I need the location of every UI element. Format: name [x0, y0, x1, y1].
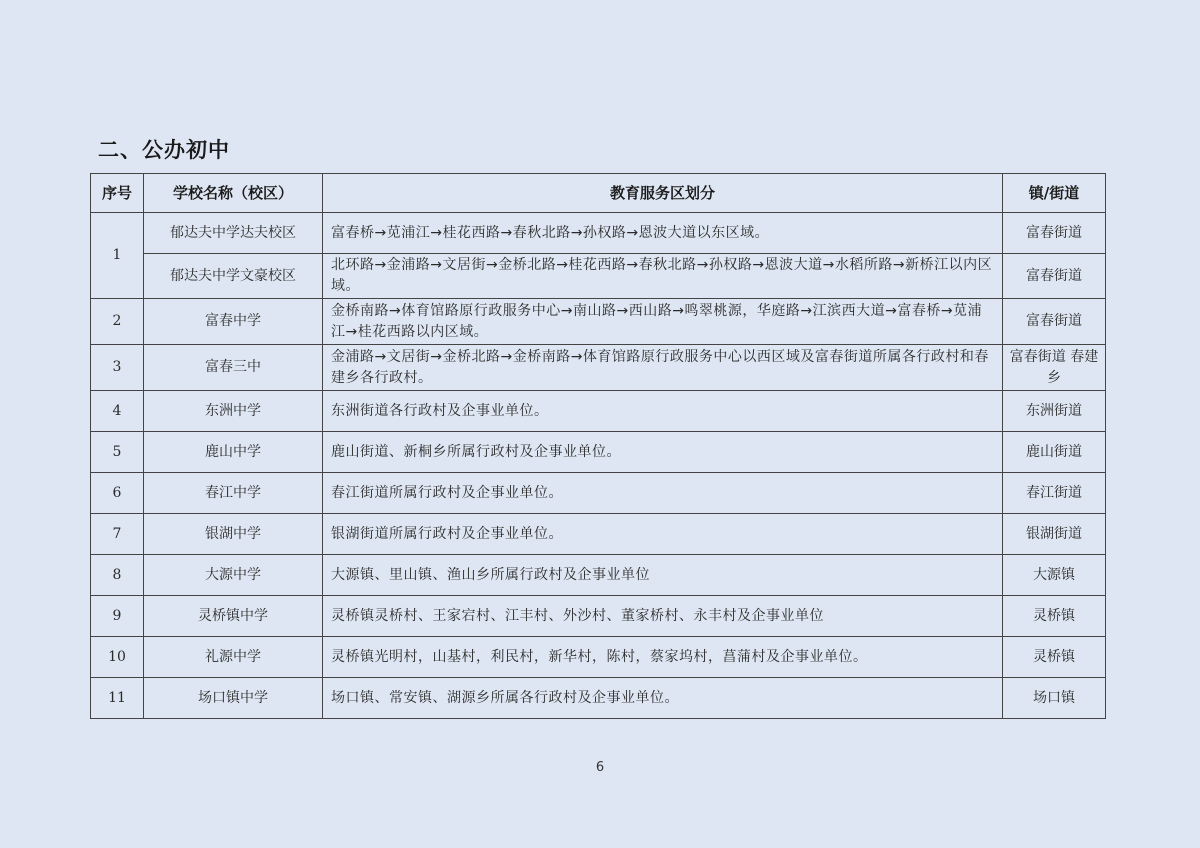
seq-cell: 6	[91, 473, 144, 514]
seq-cell: 3	[91, 345, 144, 391]
street-cell: 灵桥镇	[1003, 596, 1106, 637]
seq-cell: 2	[91, 299, 144, 345]
street-cell: 富春街道	[1003, 254, 1106, 299]
page-number: 6	[595, 760, 605, 775]
school-cell: 春江中学	[144, 473, 323, 514]
street-cell: 富春街道	[1003, 213, 1106, 254]
header-seq: 序号	[91, 174, 144, 213]
street-cell: 春江街道	[1003, 473, 1106, 514]
school-cell: 大源中学	[144, 555, 323, 596]
street-cell: 银湖街道	[1003, 514, 1106, 555]
school-cell: 东洲中学	[144, 391, 323, 432]
street-cell: 大源镇	[1003, 555, 1106, 596]
table-row	[91, 345, 1106, 391]
area-cell: 大源镇、里山镇、渔山乡所属行政村及企事业单位	[323, 555, 1003, 596]
area-cell: 灵桥镇灵桥村、王家宕村、江丰村、外沙村、董家桥村、永丰村及企事业单位	[323, 596, 1003, 637]
table-header-row	[91, 174, 1106, 213]
school-cell: 郁达夫中学达夫校区	[144, 213, 323, 254]
table-row	[91, 254, 1106, 299]
school-cell: 银湖中学	[144, 514, 323, 555]
street-cell: 富春街道	[1003, 299, 1106, 345]
table-row	[91, 678, 1106, 719]
table-row	[91, 299, 1106, 345]
school-cell: 鹿山中学	[144, 432, 323, 473]
seq-cell: 8	[91, 555, 144, 596]
school-cell: 场口镇中学	[144, 678, 323, 719]
area-cell: 春江街道所属行政村及企事业单位。	[323, 473, 1003, 514]
table-row	[91, 637, 1106, 678]
area-cell: 金浦路→文居街→金桥北路→金桥南路→体育馆路原行政服务中心以西区域及富春街道所属各行政村和春建乡各行政村。	[323, 345, 1003, 391]
seq-cell: 10	[91, 637, 144, 678]
area-cell: 银湖街道所属行政村及企事业单位。	[323, 514, 1003, 555]
school-cell: 富春中学	[144, 299, 323, 345]
school-district-table	[90, 173, 1106, 719]
area-cell: 东洲街道各行政村及企事业单位。	[323, 391, 1003, 432]
seq-cell: 4	[91, 391, 144, 432]
school-cell: 富春三中	[144, 345, 323, 391]
header-area: 教育服务区划分	[323, 174, 1003, 213]
table-row	[91, 213, 1106, 254]
school-cell: 灵桥镇中学	[144, 596, 323, 637]
table-row	[91, 555, 1106, 596]
table-row	[91, 432, 1106, 473]
area-cell: 北环路→金浦路→文居街→金桥北路→桂花西路→春秋北路→孙权路→恩波大道→水稻所路→新桥江以内区域。	[323, 254, 1003, 299]
area-cell: 场口镇、常安镇、湖源乡所属各行政村及企事业单位。	[323, 678, 1003, 719]
table-row	[91, 473, 1106, 514]
area-cell: 灵桥镇光明村，山基村，利民村，新华村，陈村，蔡家坞村，菖蒲村及企事业单位。	[323, 637, 1003, 678]
seq-cell: 1	[91, 213, 144, 299]
street-cell: 鹿山街道	[1003, 432, 1106, 473]
street-cell: 东洲街道	[1003, 391, 1106, 432]
section-title: 二、公办初中	[98, 138, 230, 162]
table-row	[91, 514, 1106, 555]
seq-cell: 9	[91, 596, 144, 637]
area-cell: 鹿山街道、新桐乡所属行政村及企事业单位。	[323, 432, 1003, 473]
street-cell: 场口镇	[1003, 678, 1106, 719]
table-row	[91, 391, 1106, 432]
header-street: 镇/街道	[1003, 174, 1106, 213]
area-cell: 金桥南路→体育馆路原行政服务中心→南山路→西山路→鸣翠桃源，华庭路→江滨西大道→富春桥→苋浦江→桂花西路以内区域。	[323, 299, 1003, 345]
school-cell: 礼源中学	[144, 637, 323, 678]
seq-cell: 7	[91, 514, 144, 555]
street-cell: 富春街道 春建乡	[1003, 345, 1106, 391]
table-row	[91, 596, 1106, 637]
street-cell: 灵桥镇	[1003, 637, 1106, 678]
header-school: 学校名称（校区）	[144, 174, 323, 213]
school-cell: 郁达夫中学文豪校区	[144, 254, 323, 299]
seq-cell: 5	[91, 432, 144, 473]
seq-cell: 11	[91, 678, 144, 719]
area-cell: 富春桥→苋浦江→桂花西路→春秋北路→孙权路→恩波大道以东区域。	[323, 213, 1003, 254]
